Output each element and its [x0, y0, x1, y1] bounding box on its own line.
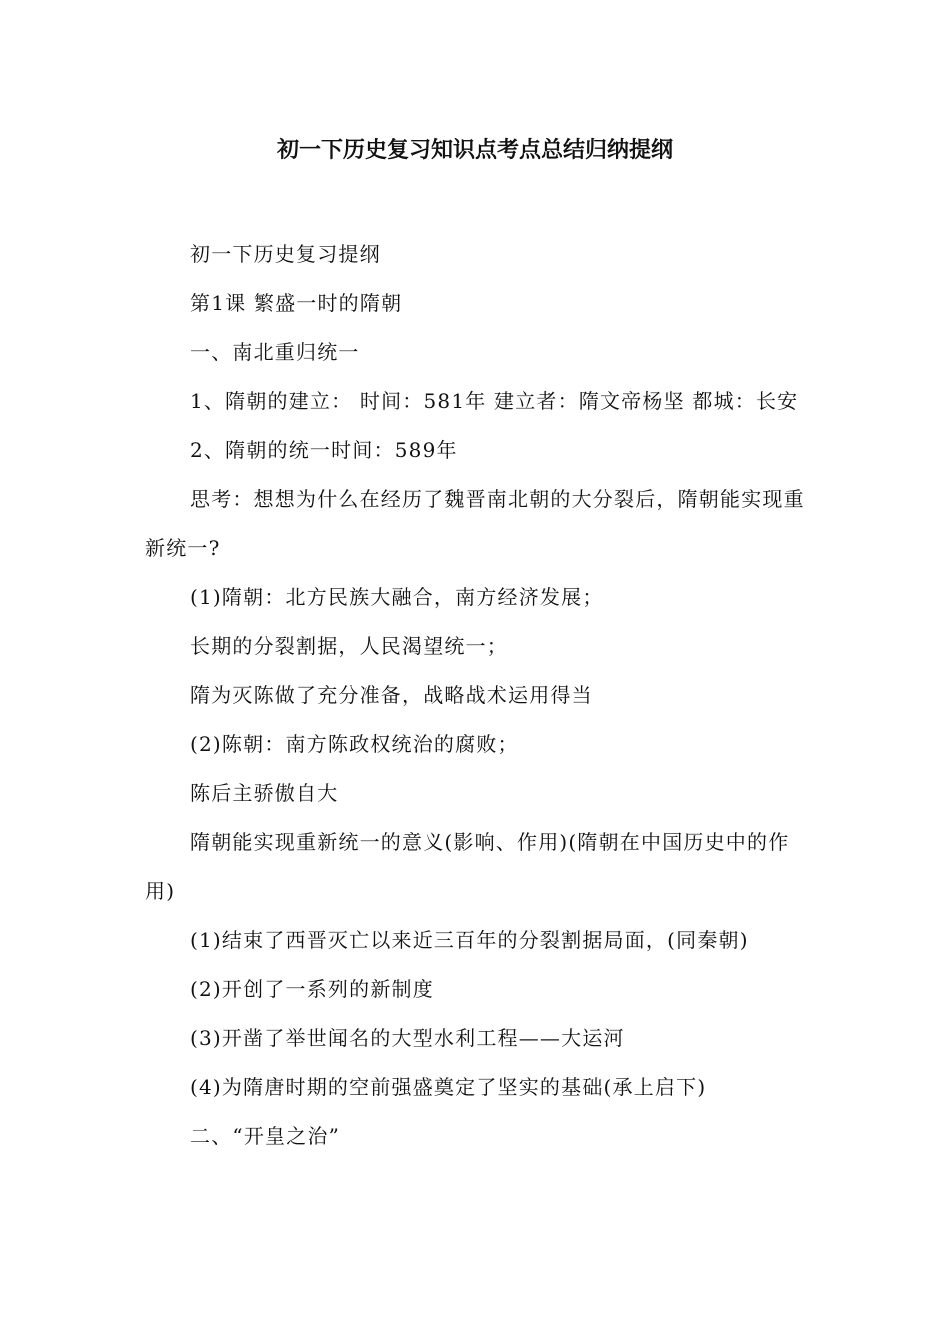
paragraph: 2、隋朝的统一时间：589年	[190, 438, 458, 462]
paragraph: 一、南北重归统一	[190, 340, 360, 364]
paragraph: 1、隋朝的建立： 时间：581年 建立者：隋文帝杨坚 都城：长安	[190, 389, 799, 413]
paragraph: (1)结束了西晋灭亡以来近三百年的分裂割据局面，(同秦朝)	[190, 928, 749, 952]
paragraph: 第1课 繁盛一时的隋朝	[190, 291, 403, 315]
paragraph: (1)隋朝：北方民族大融合，南方经济发展；	[190, 585, 604, 609]
document-body	[145, 230, 807, 1161]
paragraph: 二、“开皇之治”	[190, 1124, 341, 1148]
paragraph: 初一下历史复习提纲	[190, 242, 381, 266]
paragraph: 陈后主骄傲自大	[190, 781, 339, 805]
paragraph: 隋为灭陈做了充分准备，战略战术运用得当	[190, 683, 593, 707]
paragraph: (3)开凿了举世闻名的大型水利工程——大运河	[190, 1026, 625, 1050]
paragraph: (2)陈朝：南方陈政权统治的腐败；	[190, 732, 519, 756]
paragraph: 长期的分裂割据，人民渴望统一；	[190, 634, 508, 658]
paragraph: 思考：想想为什么在经历了魏晋南北朝的大分裂后，隋朝能实现重新统一?	[145, 487, 805, 560]
paragraph: 隋朝能实现重新统一的意义(影响、作用)(隋朝在中国历史中的作用)	[145, 830, 790, 903]
paragraph: (2)开创了一系列的新制度	[190, 977, 434, 1001]
document-title: 初一下历史复习知识点考点总结归纳提纲	[276, 138, 673, 163]
paragraph: (4)为隋唐时期的空前强盛奠定了坚实的基础(承上启下)	[190, 1075, 707, 1099]
